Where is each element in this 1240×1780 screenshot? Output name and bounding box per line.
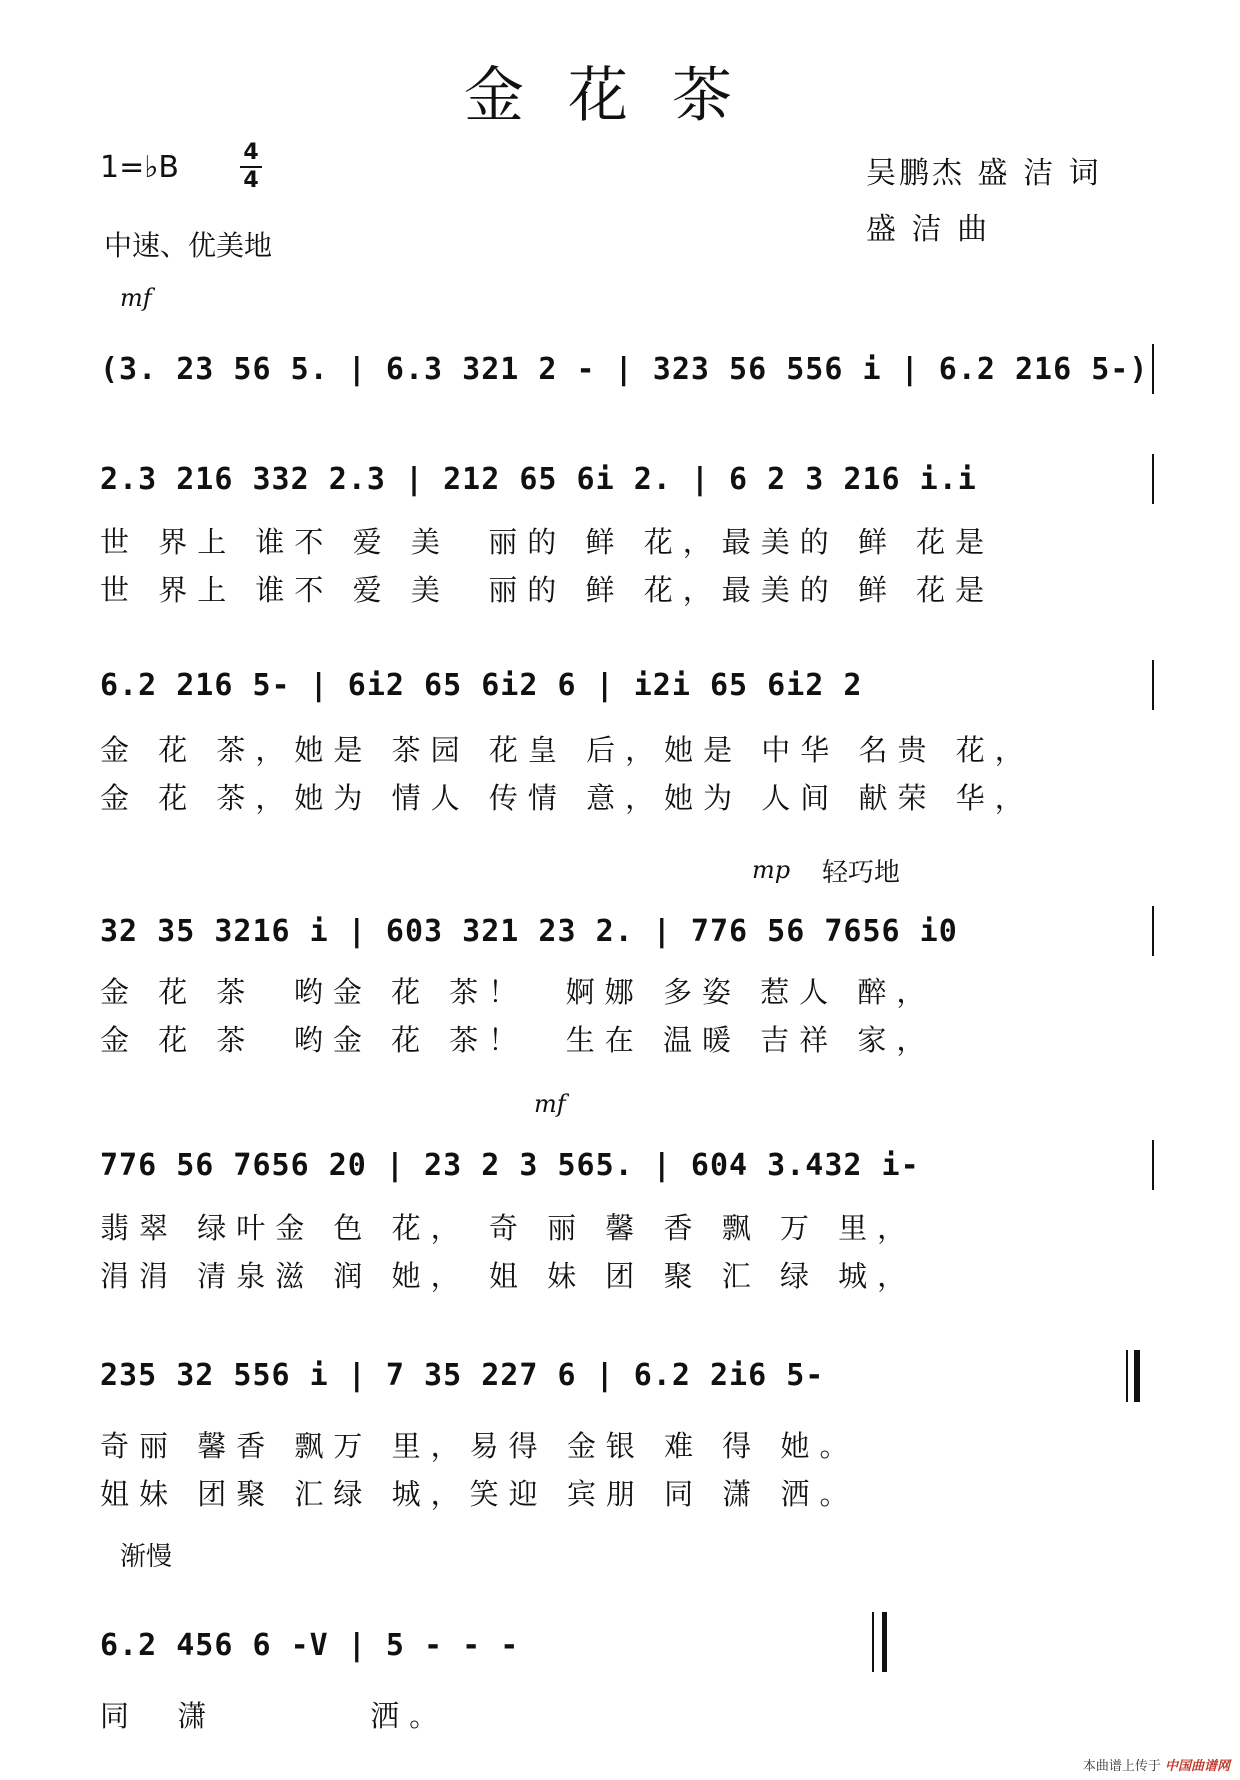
lyric-verse-1-row-5: 翡翠 绿叶金 色 花， 奇 丽 馨 香 飘 万 里， <box>100 1211 917 1245</box>
meter-bottom: 4 <box>243 168 259 193</box>
footer-site-logo: 中国曲谱网 <box>1164 1759 1230 1774</box>
lyric-verse-2-row-2: 世 界上 谁不 爱 美 丽的 鲜 花，最美的 鲜 花是 <box>100 573 995 607</box>
lyric-verse-1-row-6: 奇丽 馨香 飘万 里，易得 金银 难 得 她。 <box>100 1429 859 1463</box>
composer-credit: 盛 洁 曲 <box>866 212 991 247</box>
dynamic-mp: mp <box>752 856 791 884</box>
lyric-verse-2-row-6: 姐妹 团聚 汇绿 城，笑迎 宾朋 同 潇 洒。 <box>100 1477 859 1511</box>
repeat-barline-thin <box>1126 1350 1128 1402</box>
lyric-verse-1-row-3: 金 花 茶，她是 茶园 花皇 后，她是 中华 名贵 花， <box>100 733 1034 767</box>
final-barline-thin <box>872 1612 874 1672</box>
footer-prefix: 本曲谱上传于 <box>1082 1759 1161 1774</box>
barline <box>1152 344 1154 394</box>
tempo-marking: 中速、优美地 <box>104 229 273 262</box>
repeat-barline-thick <box>1134 1350 1140 1402</box>
barline <box>1152 906 1154 956</box>
dynamic-mf-1: mf <box>120 284 152 312</box>
barline <box>1152 1140 1154 1190</box>
notation-row-1: (3. 23 56 5. | 6.3 321 2 - | 323 56 556 i | 6.2 216 5-) <box>100 352 1149 387</box>
lyric-verse-2-row-3: 金 花 茶，她为 情人 传情 意，她为 人间 献荣 华， <box>100 781 1034 815</box>
notation-row-7: 6.2 456 6 -V | 5 - - - <box>100 1628 520 1663</box>
barline <box>1152 454 1154 504</box>
lyric-verse-1-row-2: 世 界上 谁不 爱 美 丽的 鲜 花，最美的 鲜 花是 <box>100 525 995 559</box>
notation-row-3: 6.2 216 5- | 6i2 65 6i2 6 | i2i 65 6i2 2 <box>100 668 863 703</box>
key-signature: 1=♭B <box>100 150 179 185</box>
dynamic-mf-2: mf <box>534 1090 566 1118</box>
notation-row-4: 32 35 3216 i | 603 321 23 2. | 776 56 7656 i0 <box>100 914 958 949</box>
expression-cue-light: 轻巧地 <box>822 858 901 888</box>
lyricist-credit: 吴鹏杰 盛 洁 词 <box>866 156 1102 191</box>
time-signature <box>236 140 266 194</box>
notation-row-5: 776 56 7656 20 | 23 2 3 565. | 604 3.432 i- <box>100 1148 920 1183</box>
notation-row-2: 2.3 216 332 2.3 | 212 65 6i 2. | 6 2 3 216 i.i <box>100 462 977 497</box>
final-barline-thick <box>882 1612 887 1672</box>
footer-credit <box>1083 1755 1230 1774</box>
expression-cue-slowing: 渐慢 <box>120 1542 173 1572</box>
lyric-row-7: 同 潇 洒。 <box>100 1699 449 1733</box>
notation-row-6: 235 32 556 i | 7 35 227 6 | 6.2 2i6 5- <box>100 1358 825 1393</box>
lyric-verse-1-row-4: 金 花 茶 哟金 花 茶！ 婀娜 多姿 惹人 醉， <box>100 975 936 1009</box>
meter-top: 4 <box>243 140 259 165</box>
barline <box>1152 660 1154 710</box>
song-title: 金花茶 <box>464 61 776 131</box>
lyric-verse-2-row-5: 涓涓 清泉滋 润 她， 姐 妹 团 聚 汇 绿 城， <box>100 1259 917 1293</box>
lyric-verse-2-row-4: 金 花 茶 哟金 花 茶！ 生在 温暖 吉祥 家， <box>100 1023 936 1057</box>
